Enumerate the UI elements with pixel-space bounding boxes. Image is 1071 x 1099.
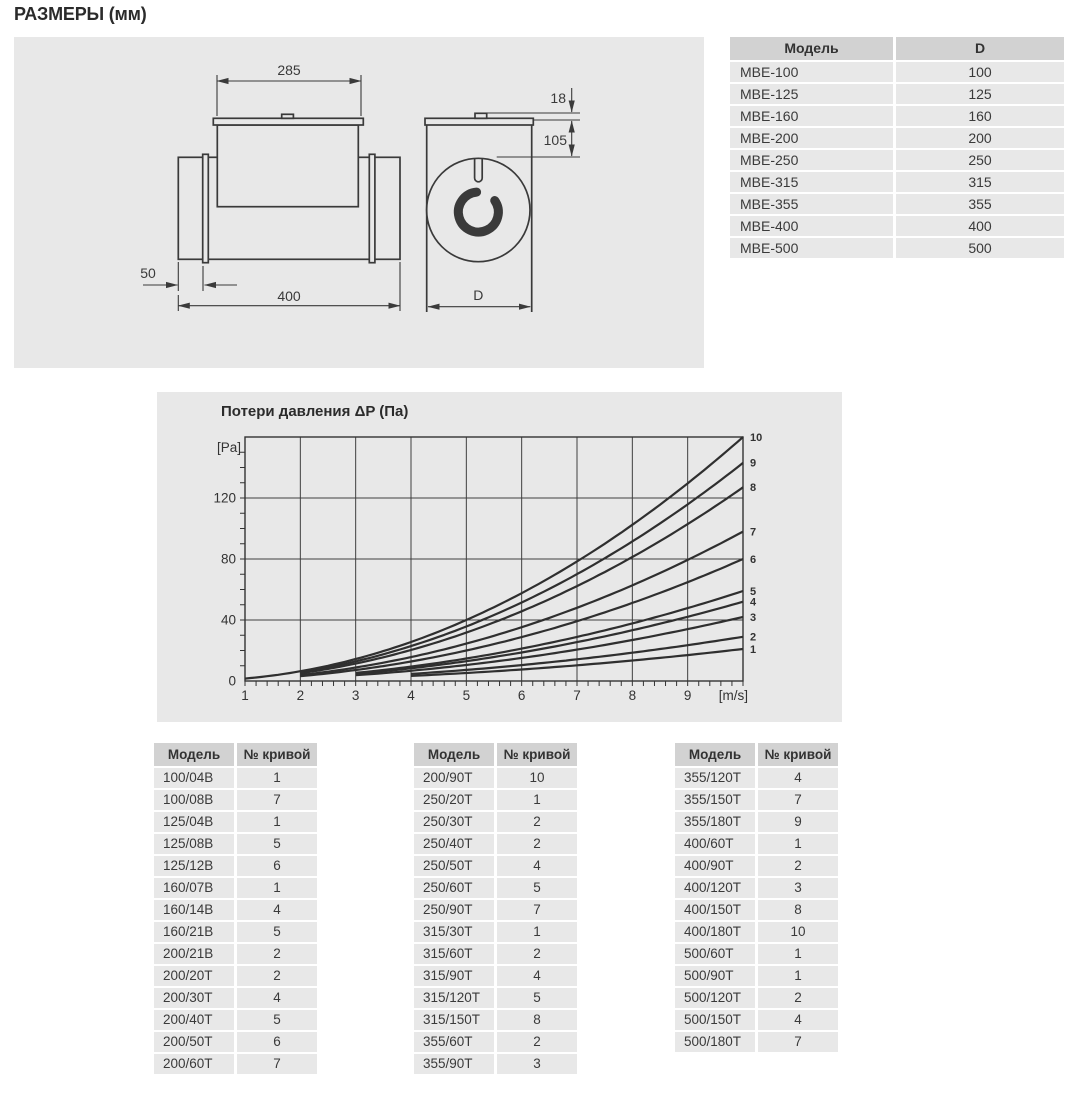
table-cell: 100/08B <box>154 790 234 810</box>
table-cell: 2 <box>497 944 577 964</box>
table-cell: 7 <box>758 1032 838 1052</box>
table-cell: 7 <box>497 900 577 920</box>
table-cell: 2 <box>497 812 577 832</box>
table-cell: МВЕ-125 <box>730 84 893 104</box>
table-cell: 4 <box>758 768 838 788</box>
chart-title: Потери давления ΔP (Па) <box>221 403 409 420</box>
curve-number-label: 9 <box>750 457 757 470</box>
table-cell: 2 <box>497 1032 577 1052</box>
table-cell: 200 <box>896 128 1064 148</box>
table-cell: 355/180T <box>675 812 755 832</box>
table-cell: 355/120T <box>675 768 755 788</box>
table-cell: 9 <box>758 812 838 832</box>
table-cell: 200/30T <box>154 988 234 1008</box>
y-axis-unit-label: [Pa] <box>216 440 241 455</box>
table-cell: 200/20T <box>154 966 234 986</box>
table-cell: 5 <box>237 1010 317 1030</box>
dimension-400 <box>178 262 400 311</box>
curve-number-label: 1 <box>750 643 757 656</box>
table-cell: 8 <box>497 1010 577 1030</box>
table-cell: 250/90T <box>414 900 494 920</box>
terminal-box <box>217 125 358 207</box>
curve-number-label: 4 <box>750 596 757 609</box>
curve-number-label: 8 <box>750 482 757 495</box>
table-cell: 3 <box>497 1054 577 1074</box>
table-cell: 2 <box>237 944 317 964</box>
table-cell: МВЕ-160 <box>730 106 893 126</box>
table-header-cell: Модель <box>154 743 234 766</box>
table-cell: МВЕ-250 <box>730 150 893 170</box>
table-header-cell: № кривой <box>497 743 577 766</box>
table-header-cell: № кривой <box>237 743 317 766</box>
duct-opening <box>427 158 530 261</box>
terminal-box-cover <box>213 118 363 125</box>
table-cell: 250/50T <box>414 856 494 876</box>
table-cell: 400/60T <box>675 834 755 854</box>
left-flange <box>203 154 209 262</box>
table-header-cell: D <box>896 37 1064 60</box>
table-cell: 5 <box>237 834 317 854</box>
table-cell: МВЕ-400 <box>730 216 893 236</box>
table-cell: 5 <box>237 922 317 942</box>
side-view <box>178 114 400 262</box>
table-cell: 1 <box>758 834 838 854</box>
table-cell: 500/90T <box>675 966 755 986</box>
dimension-105 <box>497 121 580 157</box>
table-cell: 1 <box>497 790 577 810</box>
table-cell: 4 <box>497 856 577 876</box>
dim-label: 18 <box>550 90 566 106</box>
table-cell: 500/120T <box>675 988 755 1008</box>
table-cell: 400/90T <box>675 856 755 876</box>
table-cell: 100/04B <box>154 768 234 788</box>
table-cell: 2 <box>758 988 838 1008</box>
table-cell: 250/60T <box>414 878 494 898</box>
table-cell: 6 <box>237 1032 317 1052</box>
y-tick-label: 120 <box>213 490 236 506</box>
table-cell: 4 <box>237 988 317 1008</box>
x-tick-label: 4 <box>407 688 415 703</box>
table-cell: 160/14B <box>154 900 234 920</box>
x-tick-label: 3 <box>351 688 360 703</box>
table-cell: МВЕ-315 <box>730 172 893 192</box>
table-cell: 250/20T <box>414 790 494 810</box>
cover-knob-end <box>475 113 487 118</box>
table-cell: 500/60T <box>675 944 755 964</box>
curve-table-1 <box>154 743 317 1074</box>
curve-number-label: 6 <box>750 553 757 566</box>
x-axis-unit-label: [m/s] <box>718 688 748 703</box>
table-cell: 1 <box>237 768 317 788</box>
dimensions-drawing-panel <box>14 37 704 368</box>
table-cell: 2 <box>758 856 838 876</box>
table-cell: 500 <box>896 238 1064 258</box>
table-cell: 400/180T <box>675 922 755 942</box>
dim-label: 105 <box>543 132 567 148</box>
curve-number-label: 5 <box>750 585 757 598</box>
table-cell: МВЕ-100 <box>730 62 893 82</box>
y-tick-label: 80 <box>220 551 236 567</box>
curve-table-2 <box>414 743 577 1074</box>
table-cell: 4 <box>497 966 577 986</box>
table-cell: 5 <box>497 988 577 1008</box>
curve-number-label: 10 <box>750 431 763 444</box>
table-header-cell: № кривой <box>758 743 838 766</box>
dim-label: 285 <box>277 62 301 78</box>
end-view <box>425 113 533 312</box>
table-cell: 400 <box>896 216 1064 236</box>
curve-number-label: 3 <box>750 611 757 624</box>
table-cell: 200/50T <box>154 1032 234 1052</box>
table-cell: 355 <box>896 194 1064 214</box>
cover-knob <box>282 114 294 118</box>
technical-drawing <box>14 37 704 368</box>
table-cell: 315/60T <box>414 944 494 964</box>
table-cell: 200/21B <box>154 944 234 964</box>
y-tick-label: 40 <box>220 612 236 628</box>
table-cell: 4 <box>758 1010 838 1030</box>
table-header-cell: Модель <box>414 743 494 766</box>
table-cell: 500/150T <box>675 1010 755 1030</box>
dimension-50 <box>140 262 237 291</box>
table-cell: 7 <box>237 1054 317 1074</box>
table-cell: 160 <box>896 106 1064 126</box>
x-tick-label: 7 <box>573 688 581 703</box>
table-cell: 3 <box>758 878 838 898</box>
table-cell: 6 <box>237 856 317 876</box>
dim-label: 400 <box>277 288 301 304</box>
table-cell: 250 <box>896 150 1064 170</box>
table-cell: МВЕ-355 <box>730 194 893 214</box>
table-cell: 2 <box>237 966 317 986</box>
table-cell: 5 <box>497 878 577 898</box>
table-cell: 400/120T <box>675 878 755 898</box>
curve-table-3 <box>675 743 838 1052</box>
table-cell: 200/60T <box>154 1054 234 1074</box>
cover-edge <box>425 118 533 125</box>
dimension-D <box>428 287 530 307</box>
right-flange <box>369 154 375 262</box>
y-tick-label: 0 <box>228 673 236 689</box>
heater-element-ring <box>458 192 498 232</box>
table-cell: 250/40T <box>414 834 494 854</box>
table-cell: 1 <box>758 944 838 964</box>
x-tick-label: 5 <box>462 688 471 703</box>
table-cell: 315/120T <box>414 988 494 1008</box>
table-cell: 355/60T <box>414 1032 494 1052</box>
table-cell: 100 <box>896 62 1064 82</box>
table-cell: 10 <box>497 768 577 788</box>
table-cell: 10 <box>758 922 838 942</box>
x-tick-label: 1 <box>241 688 249 703</box>
x-tick-label: 6 <box>517 688 526 703</box>
table-cell: 160/07B <box>154 878 234 898</box>
table-cell: 400/150T <box>675 900 755 920</box>
heater-element-stem <box>475 159 483 182</box>
table-header-cell: Модель <box>730 37 893 60</box>
table-cell: 315 <box>896 172 1064 192</box>
table-cell: 355/90T <box>414 1054 494 1074</box>
table-cell: МВЕ-500 <box>730 238 893 258</box>
table-cell: 160/21B <box>154 922 234 942</box>
table-cell: 125/12B <box>154 856 234 876</box>
dimension-18 <box>487 88 580 120</box>
curve-number-label: 7 <box>750 526 757 539</box>
table-cell: 315/30T <box>414 922 494 942</box>
dimension-285 <box>217 62 361 116</box>
table-header-cell: Модель <box>675 743 755 766</box>
table-cell: 7 <box>758 790 838 810</box>
x-tick-label: 2 <box>296 688 305 703</box>
table-cell: 7 <box>237 790 317 810</box>
table-cell: 355/150T <box>675 790 755 810</box>
x-tick-label: 9 <box>683 688 692 703</box>
table-cell: 125/04B <box>154 812 234 832</box>
table-cell: 2 <box>497 834 577 854</box>
dim-label: 50 <box>140 265 156 281</box>
table-cell: 250/30T <box>414 812 494 832</box>
table-cell: 1 <box>237 812 317 832</box>
x-tick-label: 8 <box>628 688 637 703</box>
page-title: РАЗМЕРЫ (мм) <box>14 4 147 24</box>
table-cell: 315/90T <box>414 966 494 986</box>
table-cell: 200/90T <box>414 768 494 788</box>
table-cell: 125/08B <box>154 834 234 854</box>
dim-label: D <box>473 287 484 303</box>
table-cell: 200/40T <box>154 1010 234 1030</box>
table-cell: 1 <box>758 966 838 986</box>
table-cell: 4 <box>237 900 317 920</box>
table-cell: 8 <box>758 900 838 920</box>
table-cell: 315/150T <box>414 1010 494 1030</box>
table-cell: 1 <box>237 878 317 898</box>
curve-number-label: 2 <box>750 631 757 644</box>
table-cell: 125 <box>896 84 1064 104</box>
model-diameter-table <box>730 37 1064 258</box>
pressure-loss-panel <box>157 392 842 722</box>
table-cell: 1 <box>497 922 577 942</box>
table-cell: МВЕ-200 <box>730 128 893 148</box>
pressure-curve-10 <box>245 437 743 679</box>
table-cell: 500/180T <box>675 1032 755 1052</box>
pressure-loss-chart <box>157 392 842 722</box>
